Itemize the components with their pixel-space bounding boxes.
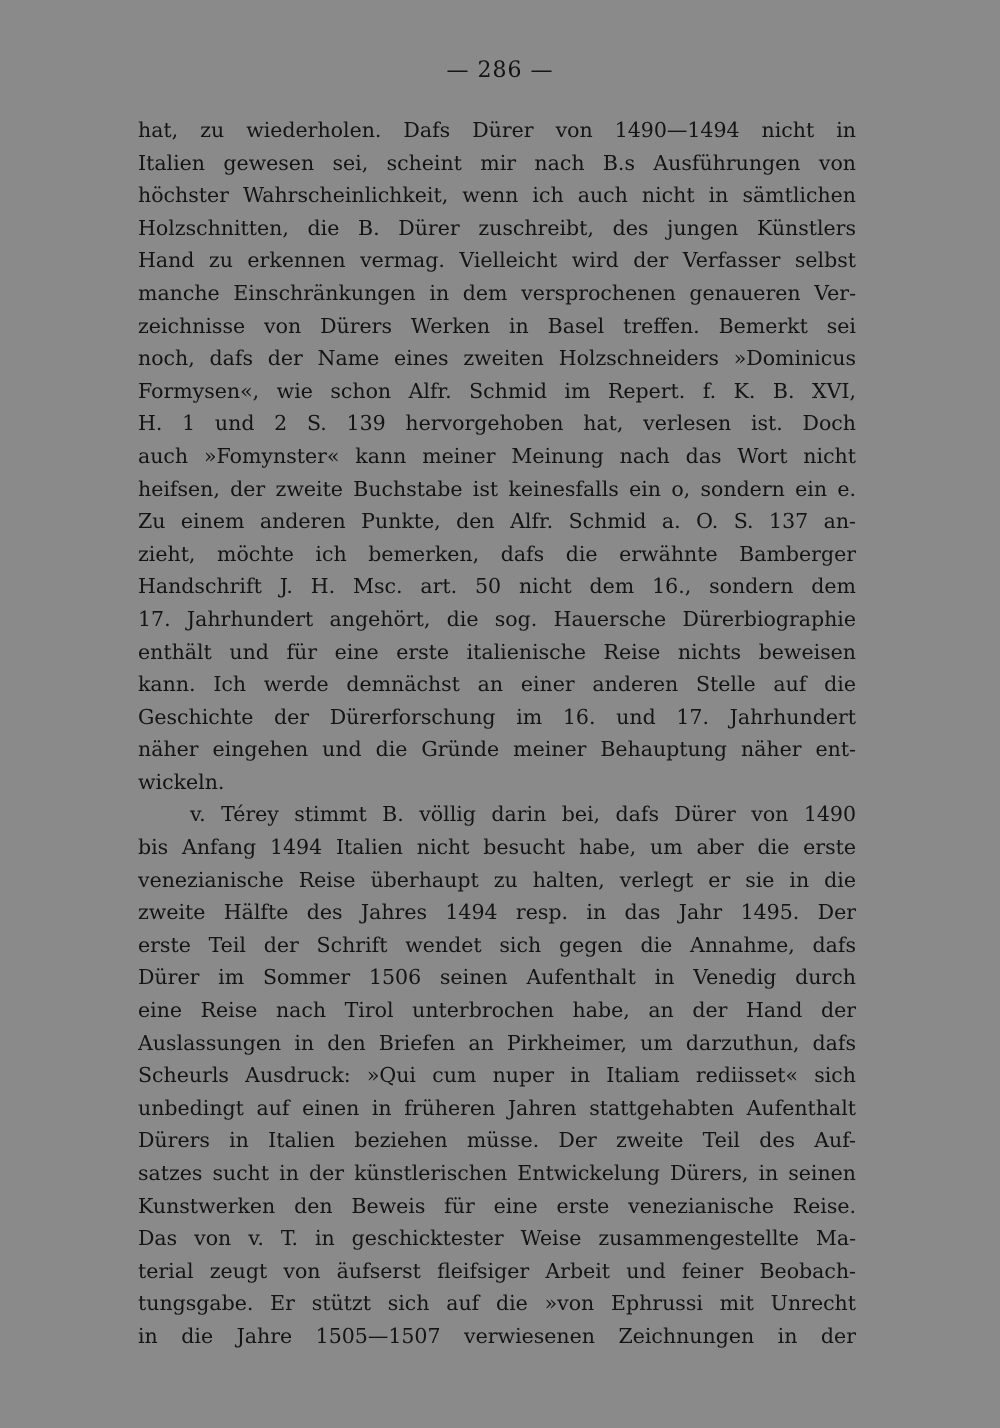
text-line: terial zeugt von äufserst fleifsiger Arbeit und feiner Beobach- [138, 1258, 856, 1283]
text-line: Holzschnitten, die B. Dürer zuschreibt, des jungen Künstlers [138, 215, 856, 240]
text-line: Hand zu erkennen vermag. Vielleicht wird der Verfasser selbst [138, 248, 856, 273]
text-line: enthält und für eine erste italienische Reise nichts beweisen [138, 639, 856, 664]
page-number: — 286 — [446, 58, 554, 83]
text-line: noch, dafs der Name eines zweiten Holzschneiders »Dominicus [138, 346, 856, 371]
text-line: Dürer im Sommer 1506 seinen Aufenthalt in Venedig durch [138, 965, 856, 990]
text-line: eine Reise nach Tirol unterbrochen habe, an der Hand der [138, 998, 856, 1023]
text-line: heifsen, der zweite Buchstabe ist keinesfalls ein o, sondern ein e. [138, 476, 856, 501]
text-line: zieht, möchte ich bemerken, dafs die erwähnte Bamberger [138, 541, 856, 566]
text-line: Das von v. T. in geschicktester Weise zusammengestellte Ma- [138, 1226, 856, 1251]
text-line: wickeln. [138, 769, 225, 794]
text-line: Geschichte der Dürerforschung im 16. und 17. Jahrhundert [138, 704, 856, 729]
text-line: Formysen«, wie schon Alfr. Schmid im Repert. f. K. B. XVI, [138, 378, 856, 403]
text-line: v. Térey stimmt B. völlig darin bei, dafs Dürer von 1490 [190, 802, 856, 827]
text-line: kann. Ich werde demnächst an einer anderen Stelle auf die [138, 672, 856, 697]
text-line: näher eingehen und die Gründe meiner Behauptung näher ent- [138, 737, 856, 762]
text-line: Handschrift J. H. Msc. art. 50 nicht dem 16., sondern dem [138, 574, 856, 599]
text-line: höchster Wahrscheinlichkeit, wenn ich auch nicht in sämtlichen [138, 183, 856, 208]
text-line: Zu einem anderen Punkte, den Alfr. Schmid a. O. S. 137 an- [138, 509, 856, 534]
body-text [138, 114, 856, 1353]
text-line: H. 1 und 2 S. 139 hervorgehoben hat, verlesen ist. Doch [138, 411, 856, 436]
text-line: venezianische Reise überhaupt zu halten, verlegt er sie in die [138, 867, 856, 892]
text-line: bis Anfang 1494 Italien nicht besucht habe, um aber die erste [138, 835, 856, 860]
text-line: hat, zu wiederholen. Dafs Dürer von 1490—1494 nicht in [138, 118, 856, 142]
text-line: unbedingt auf einen in früheren Jahren stattgehabten Aufenthalt [138, 1095, 856, 1120]
text-line: zweite Hälfte des Jahres 1494 resp. in das Jahr 1495. Der [138, 900, 856, 925]
text-line: zeichnisse von Dürers Werken in Basel treffen. Bemerkt sei [138, 313, 856, 338]
text-line: Auslassungen in den Briefen an Pirkheimer, um darzuthun, dafs [138, 1030, 856, 1055]
text-line: 17. Jahrhundert angehört, die sog. Hauersche Dürerbiographie [138, 606, 856, 631]
text-line: in die Jahre 1505—1507 verwiesenen Zeichnungen in der [138, 1323, 856, 1348]
text-line: Italien gewesen sei, scheint mir nach B.s Ausführungen von [138, 150, 856, 175]
text-line: erste Teil der Schrift wendet sich gegen die Annahme, dafs [138, 932, 856, 957]
text-line: tungsgabe. Er stützt sich auf die »von Ephrussi mit Unrecht [138, 1291, 856, 1316]
text-line: auch »Fomynster« kann meiner Meinung nach das Wort nicht [138, 443, 856, 468]
text-line: satzes sucht in der künstlerischen Entwickelung Dürers, in seinen [138, 1161, 856, 1185]
text-line: manche Einschränkungen in dem versprochenen genaueren Ver- [138, 280, 856, 305]
text-line: Dürers in Italien beziehen müsse. Der zweite Teil des Auf- [138, 1128, 856, 1153]
text-line: Kunstwerken den Beweis für eine erste venezianische Reise. [138, 1193, 856, 1218]
text-line: Scheurls Ausdruck: »Qui cum nuper in Italiam rediisset« sich [138, 1063, 856, 1088]
